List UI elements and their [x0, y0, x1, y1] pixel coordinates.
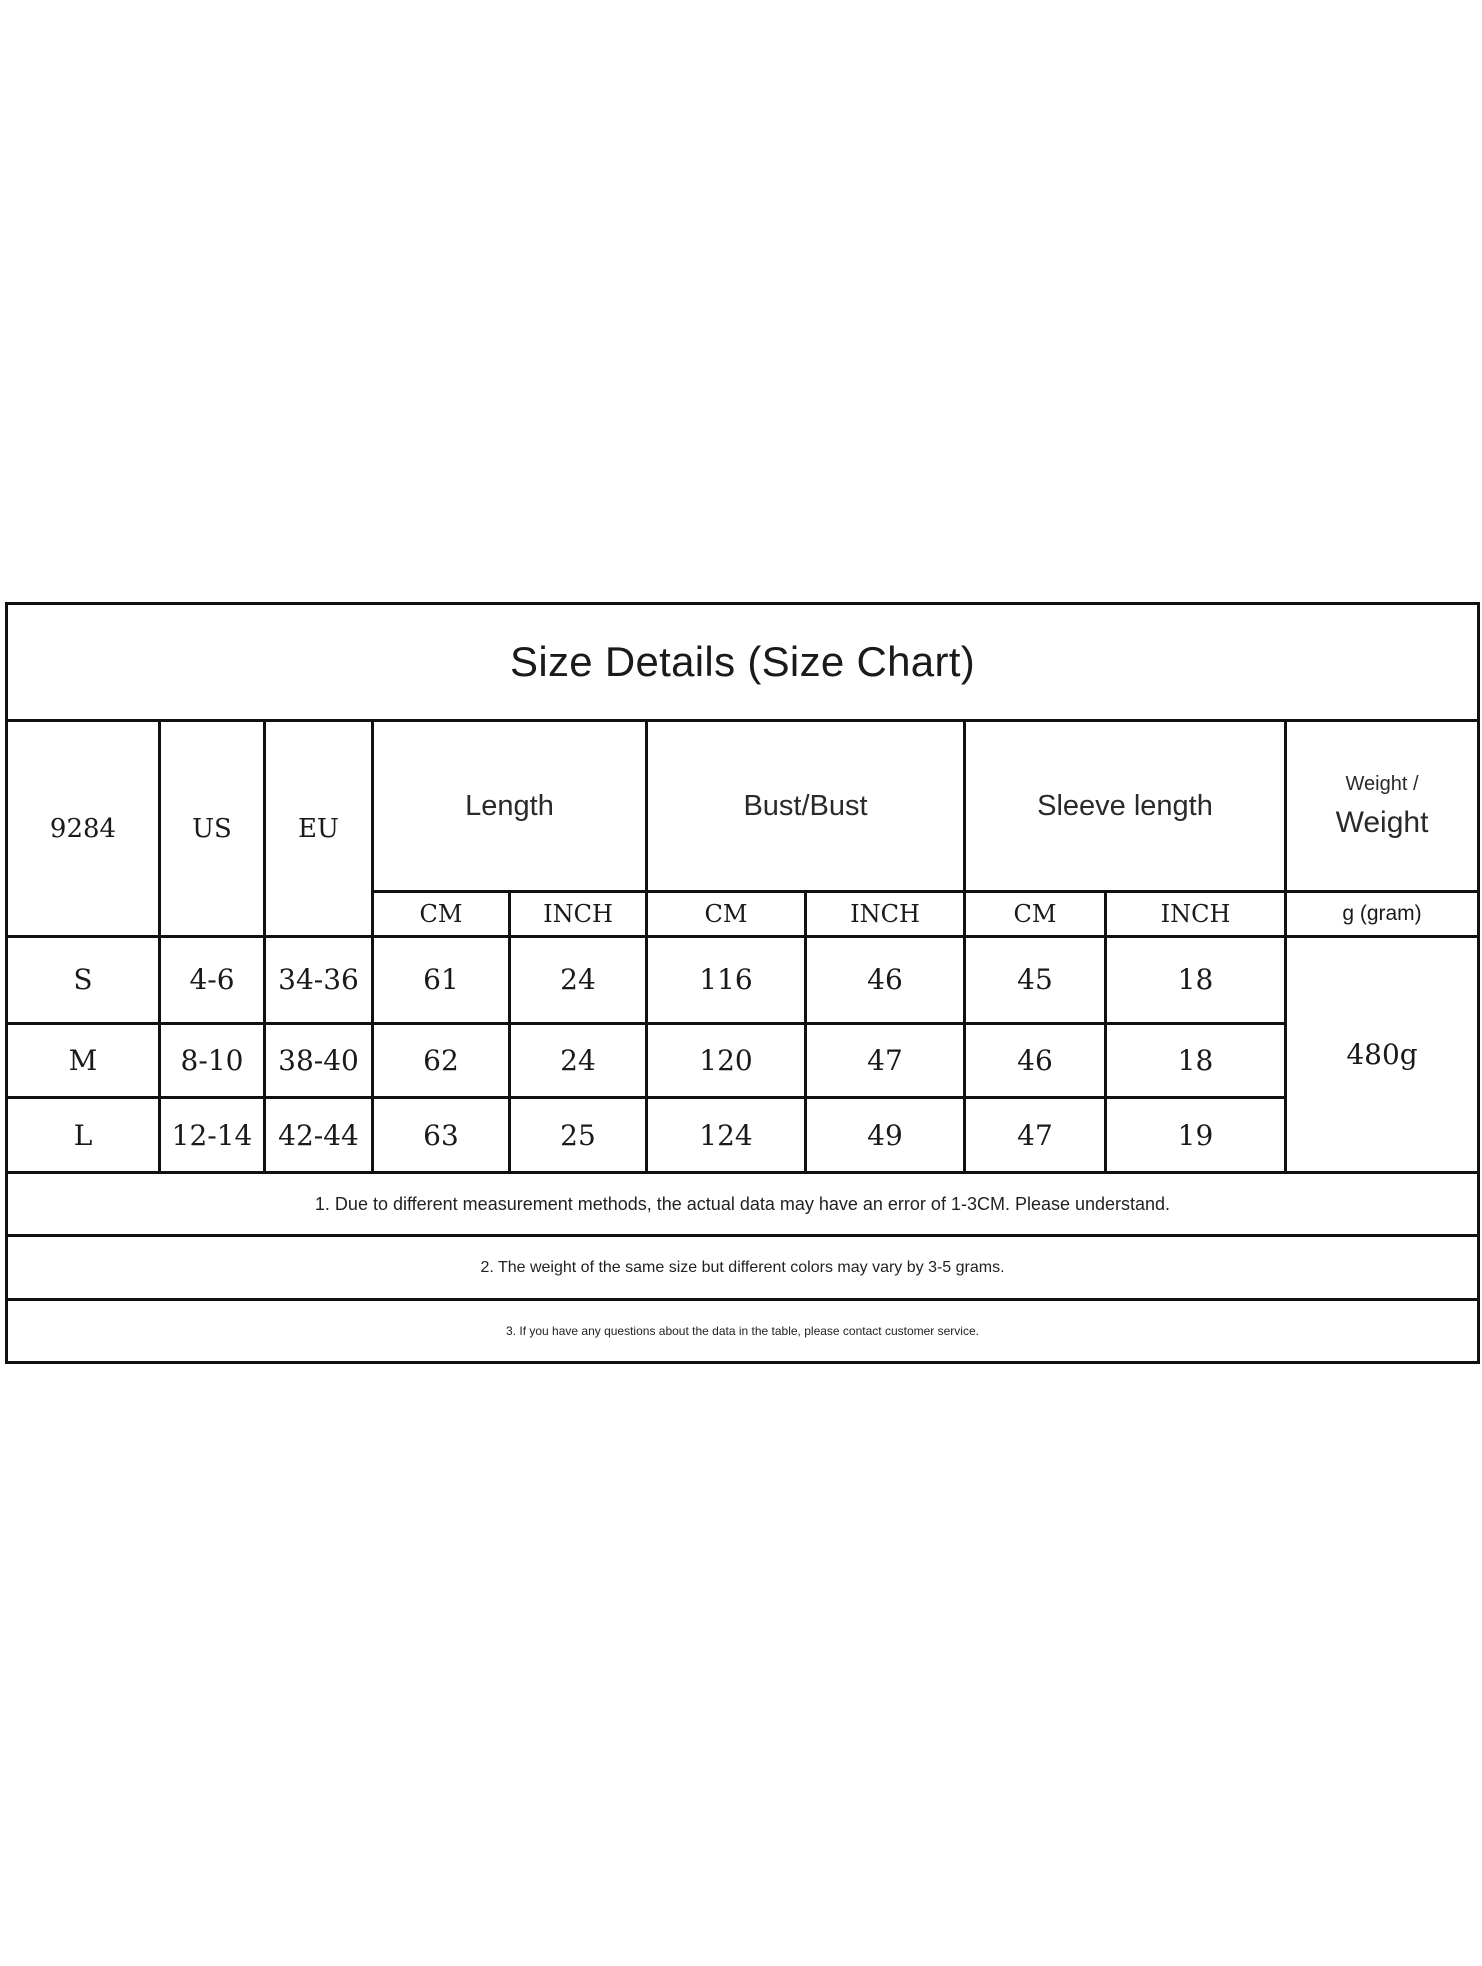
unit-length-inch: INCH [510, 892, 647, 937]
cell-sleeve-cm: 45 [965, 937, 1106, 1023]
cell-us: 4-6 [160, 937, 265, 1023]
header-weight-small: Weight / [1345, 772, 1419, 795]
cell-bust-cm: 124 [647, 1097, 806, 1172]
cell-sleeve-inch: 19 [1106, 1097, 1286, 1172]
cell-us: 12-14 [160, 1097, 265, 1172]
cell-bust-cm: 120 [647, 1023, 806, 1097]
table-row [7, 1023, 1479, 1097]
cell-size: S [7, 937, 160, 1023]
cell-weight: 480g [1286, 937, 1479, 1173]
note-3: 3. If you have any questions about the data in the table, please contact customer service. [7, 1299, 1479, 1362]
cell-length-inch: 24 [510, 937, 647, 1023]
note-1: 1. Due to different measurement methods, the actual data may have an error of 1-3CM. Please understand. [7, 1173, 1479, 1236]
unit-bust-inch: INCH [806, 892, 965, 937]
unit-sleeve-inch: INCH [1106, 892, 1286, 937]
cell-size: L [7, 1097, 160, 1172]
note-2: 2. The weight of the same size but different colors may vary by 3-5 grams. [7, 1236, 1479, 1299]
cell-eu: 42-44 [265, 1097, 373, 1172]
header-bust: Bust/Bust [647, 721, 965, 892]
cell-sleeve-cm: 46 [965, 1023, 1106, 1097]
header-model: 9284 [7, 721, 160, 937]
cell-eu: 34-36 [265, 937, 373, 1023]
cell-eu: 38-40 [265, 1023, 373, 1097]
header-sleeve: Sleeve length [965, 721, 1286, 892]
cell-length-inch: 24 [510, 1023, 647, 1097]
header-length: Length [373, 721, 647, 892]
cell-bust-inch: 46 [806, 937, 965, 1023]
cell-size: M [7, 1023, 160, 1097]
cell-sleeve-cm: 47 [965, 1097, 1106, 1172]
header-eu: EU [265, 721, 373, 937]
cell-sleeve-inch: 18 [1106, 937, 1286, 1023]
cell-bust-inch: 47 [806, 1023, 965, 1097]
unit-weight: g (gram) [1286, 892, 1479, 937]
header-weight [1286, 721, 1479, 892]
cell-length-inch: 25 [510, 1097, 647, 1172]
cell-bust-inch: 49 [806, 1097, 965, 1172]
table-row [7, 1097, 1479, 1172]
size-chart [5, 602, 1477, 1364]
cell-sleeve-inch: 18 [1106, 1023, 1286, 1097]
table-row [7, 937, 1479, 1023]
header-us: US [160, 721, 265, 937]
page-title: Size Details (Size Chart) [7, 604, 1479, 721]
cell-us: 8-10 [160, 1023, 265, 1097]
unit-sleeve-cm: CM [965, 892, 1106, 937]
header-weight-big: Weight [1335, 805, 1429, 839]
cell-length-cm: 62 [373, 1023, 510, 1097]
unit-bust-cm: CM [647, 892, 806, 937]
size-table [5, 602, 1480, 1364]
cell-bust-cm: 116 [647, 937, 806, 1023]
cell-length-cm: 61 [373, 937, 510, 1023]
cell-length-cm: 63 [373, 1097, 510, 1172]
unit-length-cm: CM [373, 892, 510, 937]
